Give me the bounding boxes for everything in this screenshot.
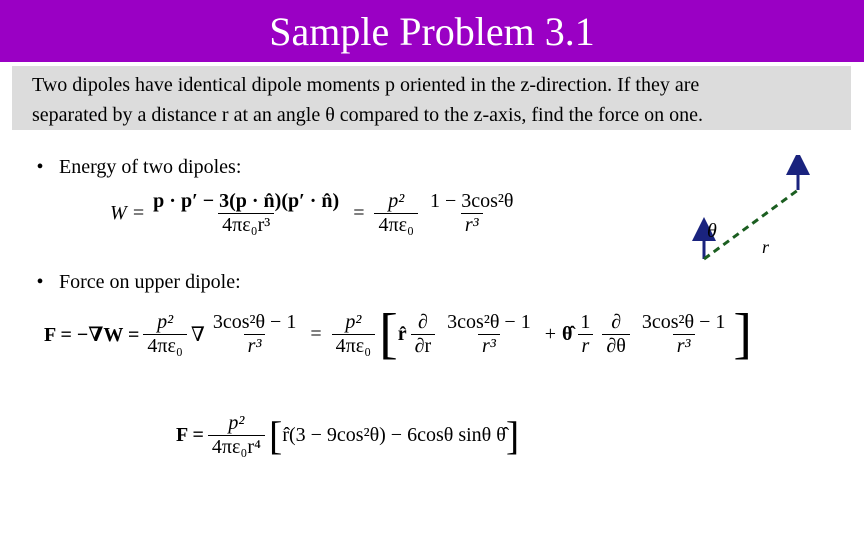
eq2-frac3 xyxy=(332,311,375,358)
bullet-energy xyxy=(26,156,241,179)
eq3-left-bracket: [ xyxy=(268,412,283,458)
eq3-right-bracket: ] xyxy=(505,412,520,458)
eq2-den6: r xyxy=(578,334,594,358)
eq2-rhat: r̂ xyxy=(397,322,407,345)
eq2-den7: ∂θ xyxy=(602,334,629,358)
bullet-marker: • xyxy=(36,156,44,178)
eq1-num1: p · p′ − 3(p · n̂)(p′ · n̂) xyxy=(153,190,340,212)
eq3-num1: p² xyxy=(228,412,245,434)
title-bar xyxy=(0,0,864,62)
eq2-den3: 4πε₀ xyxy=(332,334,375,358)
bullet-force-text: Force on upper dipole: xyxy=(59,271,241,293)
problem-line-1: Two dipoles have identical dipole moments p oriented in the z-direction. If they are xyxy=(32,74,700,96)
eq2-num5: 3cos²θ − 1 xyxy=(447,310,531,333)
eq2-thetahat: θ̂ xyxy=(561,322,573,345)
eq2-den2: r³ xyxy=(244,334,266,358)
eq2-frac5 xyxy=(443,311,535,358)
eq2-frac6 xyxy=(576,311,594,358)
bullet-force xyxy=(26,271,241,294)
eq2-num7: ∂ xyxy=(611,310,622,333)
eq2-right-bracket: ] xyxy=(733,303,753,365)
eq2-grad: ∇ xyxy=(190,323,205,346)
slide-title: Sample Problem 3.1 xyxy=(269,8,595,54)
eq1-den2: 4πε₀ xyxy=(374,213,417,237)
eq2-plus: + xyxy=(544,322,556,345)
eq2-den5: r³ xyxy=(478,334,500,358)
equation-force-result xyxy=(176,412,519,459)
eq2-frac2 xyxy=(209,311,301,358)
theta-label: θ xyxy=(707,220,717,242)
dipole-diagram xyxy=(690,155,830,275)
eq2-frac7 xyxy=(602,311,629,358)
eq1-lhs: W = xyxy=(110,202,146,224)
equation-force xyxy=(44,303,753,365)
eq2-frac8 xyxy=(638,311,730,358)
eq3-frac1 xyxy=(208,412,265,459)
eq1-frac3 xyxy=(426,190,518,237)
problem-statement-box xyxy=(12,66,851,130)
eq2-den8: r³ xyxy=(673,334,695,358)
eq2-den1: 4πε₀ xyxy=(143,334,186,358)
separation-line xyxy=(704,190,798,259)
eq1-den1: 4πε₀r³ xyxy=(218,213,274,237)
eq2-frac4 xyxy=(411,311,436,358)
eq2-num1: p² xyxy=(157,310,174,333)
eq1-frac2 xyxy=(374,190,417,237)
eq1-num3: 1 − 3cos²θ xyxy=(429,190,514,212)
eq3-body: r̂(3 − 9cos²θ) − 6cosθ sinθ θ̂ xyxy=(282,424,506,446)
eq2-lhs: F = −∇W = xyxy=(44,323,140,346)
eq3-den1: 4πε₀r⁴ xyxy=(208,435,265,459)
eq2-equals: = xyxy=(310,322,322,345)
eq1-den3: r³ xyxy=(461,213,483,237)
r-label: r xyxy=(762,237,770,257)
eq2-left-bracket: [ xyxy=(379,303,398,365)
eq1-num2: p² xyxy=(388,190,405,212)
eq1-equals: = xyxy=(353,202,365,224)
eq2-num2: 3cos²θ − 1 xyxy=(212,310,297,333)
bullet-energy-text: Energy of two dipoles: xyxy=(59,156,242,178)
problem-line-2: separated by a distance r at an angle θ compared to the z-axis, find the force on one. xyxy=(32,104,703,126)
eq1-frac1 xyxy=(149,190,343,237)
eq2-num3: p² xyxy=(345,310,362,333)
eq3-lhs: F = xyxy=(176,424,204,446)
eq2-num6: 1 xyxy=(580,310,591,333)
eq2-num8: 3cos²θ − 1 xyxy=(641,310,726,333)
bullet-marker: • xyxy=(36,271,44,293)
eq2-num4: ∂ xyxy=(417,310,428,333)
equation-energy xyxy=(110,190,521,237)
eq2-frac1 xyxy=(143,311,186,358)
eq2-den4: ∂r xyxy=(411,334,436,358)
